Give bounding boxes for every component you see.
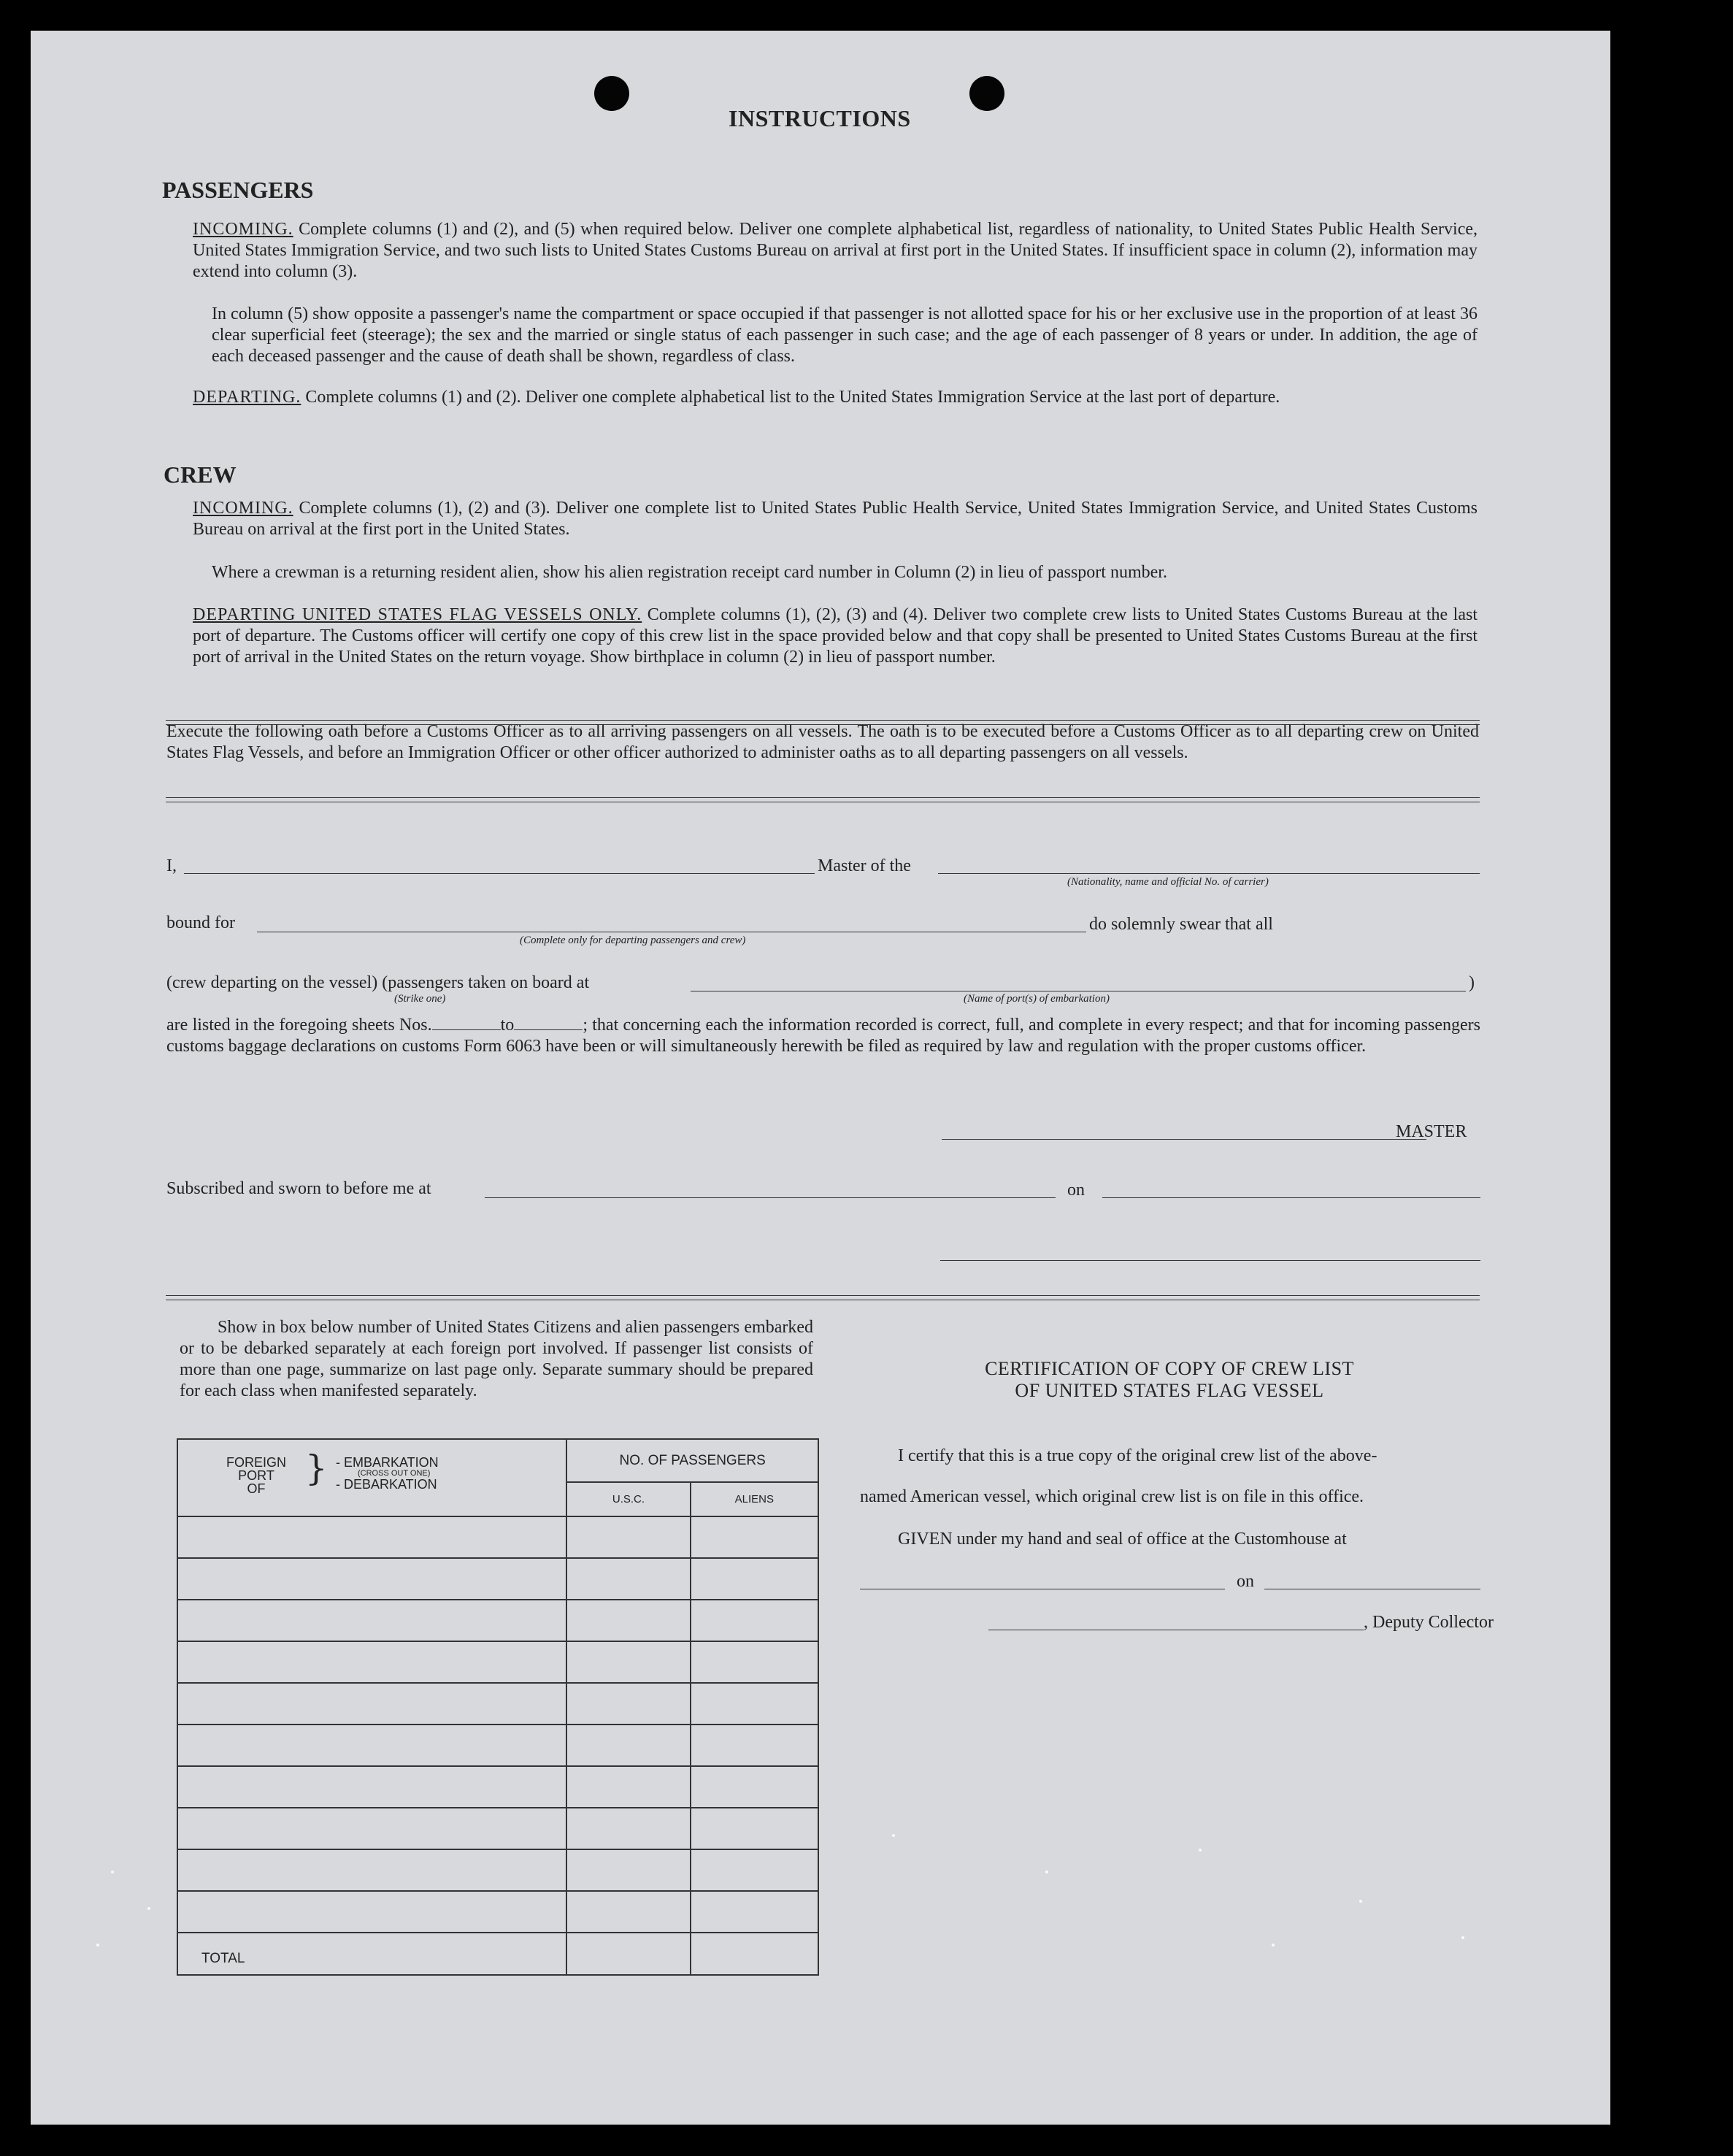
crew-incoming-paragraph [193,498,1478,540]
aliens-cell[interactable] [691,1808,818,1849]
close-paren: ) [1469,973,1475,992]
of-label: OF [247,1481,266,1496]
carrier-line[interactable] [938,873,1480,874]
usc-cell[interactable] [566,1766,690,1808]
master-label: MASTER [1396,1122,1467,1141]
paper-speck [147,1907,150,1910]
no-of-passengers-header: NO. OF PASSENGERS [566,1439,818,1482]
port-cell[interactable] [177,1558,566,1600]
port-cell[interactable] [177,1725,566,1766]
certification-on-label: on [1237,1572,1254,1591]
crew-passengers-label: (crew departing on the vessel) (passengers taken on board at [166,973,590,992]
crew-departing-paragraph [193,605,1478,668]
paper-speck [1359,1900,1362,1903]
aliens-cell[interactable] [691,1641,818,1683]
aliens-cell[interactable] [691,1558,818,1600]
bound-for-label: bound for [166,913,235,932]
port-cell[interactable] [177,1516,566,1558]
total-label: TOTAL [177,1933,566,1975]
oath-intro-paragraph: Execute the following oath before a Customs Officer as to all arriving passengers on all vessels. The oath is to be executed before a Customs Officer as to all departing crew on United States Flag Vessels, and before an Immigration Officer or other officer authorized to administer oaths as to all departing passengers on all vessels. [166,722,1479,762]
foreign-port-header [177,1439,566,1516]
port-cell[interactable] [177,1600,566,1641]
port-cell[interactable] [177,1683,566,1725]
crew-incoming-label: INCOMING. [193,499,293,518]
divider-double [166,797,1480,802]
usc-cell[interactable] [566,1516,690,1558]
passengers-departing-text: Complete columns (1) and (2). Deliver one complete alphabetical list to the United States Immigration Service at the last port of departure. [305,388,1280,407]
debarkation-label: - DEBARKATION [336,1477,437,1492]
strike-one-hint: (Strike one) [394,993,446,1005]
certify-line2: named American vessel, which original crew list is on file in this office. [860,1487,1364,1506]
usc-cell[interactable] [566,1891,690,1933]
aliens-cell[interactable] [691,1516,818,1558]
aliens-cell[interactable] [691,1891,818,1933]
passenger-summary-table [177,1438,819,1976]
usc-cell[interactable] [566,1600,690,1641]
instructions-title: INSTRUCTIONS [729,105,911,131]
usc-cell[interactable] [566,1725,690,1766]
port-label: PORT [238,1468,274,1483]
master-name-line[interactable] [184,873,815,874]
crew-departing-text: Complete columns (1), (2), (3) and (4). Deliver two complete crew lists to United States Customs Bureau at the last port of departure. The Customs officer will certify one copy of this crew list in the space provided below and that copy shall be presented to United States Customs Bureau at the first port of arrival in the United States on the return voyage. Show birthplace in column (2) in lieu of passport number. [193,605,1478,667]
crew-incoming-text: Complete columns (1), (2) and (3). Deliver one complete list to United States Public Health Service, United States Immigration Service, and United States Customs Bureau on arrival at the first port in the United States. [193,499,1478,539]
certification-title-line2: OF UNITED STATES FLAG VESSEL [1015,1380,1324,1401]
passengers-departing-label: DEPARTING. [193,388,301,407]
port-cell[interactable] [177,1808,566,1849]
divider-double [166,1295,1480,1300]
departing-hint: (Complete only for departing passengers and crew) [520,935,746,946]
usc-cell[interactable] [566,1558,690,1600]
subscribed-on-label: on [1067,1181,1085,1200]
aliens-total-cell[interactable] [691,1933,818,1975]
port-cell[interactable] [177,1641,566,1683]
nationality-hint: (Nationality, name and official No. of carrier) [1067,876,1269,888]
crew-resident-paragraph: Where a crewman is a returning resident alien, show his alien registration receipt card number in Column (2) in lieu of passport number. [212,563,1167,582]
master-signature-line[interactable] [942,1139,1426,1140]
paper-speck [96,1944,99,1946]
aliens-cell[interactable] [691,1849,818,1891]
passengers-departing-paragraph [193,387,1478,408]
passengers-heading: PASSENGERS [162,177,314,203]
port-cell[interactable] [177,1766,566,1808]
certification-title-line1: CERTIFICATION OF COPY OF CREW LIST [985,1358,1354,1379]
oath-i-label: I, [166,856,177,875]
usc-cell[interactable] [566,1808,690,1849]
paper-speck [1461,1936,1464,1939]
paper-speck [1272,1944,1275,1946]
sheet-from-field[interactable] [432,1029,501,1030]
crew-departing-label: DEPARTING UNITED STATES FLAG VESSELS ONLY. [193,605,642,624]
passengers-incoming-label: INCOMING. [193,220,293,239]
to-label: to [500,1016,515,1035]
subscribed-date-line[interactable] [1102,1197,1480,1198]
cross-out-label: (CROSS OUT ONE) [358,1469,431,1478]
paper-speck [892,1834,895,1837]
passengers-incoming-text: Complete columns (1) and (2), and (5) when required below. Deliver one complete alphabetical list, regardless of nationality, to United States Public Health Service, United States Immigration Service, and two such lists to United States Customs Bureau on arrival at first port in the United States. If insufficient space in column (2), information may extend into column (3). [193,220,1478,281]
paper-speck [111,1871,114,1873]
port-cell[interactable] [177,1891,566,1933]
foreign-label: FOREIGN [226,1455,286,1470]
deputy-collector-label: , Deputy Collector [1364,1613,1494,1632]
brace-icon: } [305,1448,328,1489]
punch-hole-left [594,76,629,111]
usc-cell[interactable] [566,1849,690,1891]
aliens-cell[interactable] [691,1766,818,1808]
ports-hint: (Name of port(s) of embarkation) [964,993,1110,1005]
crew-heading: CREW [164,461,237,488]
usc-total-cell[interactable] [566,1933,690,1975]
passengers-incoming-paragraph [193,219,1478,283]
aliens-header: ALIENS [691,1482,818,1516]
paper-speck [1045,1871,1048,1873]
officer-signature-line[interactable] [940,1260,1480,1261]
subscribed-label: Subscribed and sworn to before me at [166,1179,431,1198]
aliens-cell[interactable] [691,1683,818,1725]
aliens-cell[interactable] [691,1600,818,1641]
port-cell[interactable] [177,1849,566,1891]
passengers-column5-paragraph: In column (5) show opposite a passenger's name the compartment or space occupied if that passenger is not allotted space for his or her exclusive use in the proportion of at least 36 clear superficial feet (steerage); the sex and the married or single status of each passenger in such case; and the age of each passenger of 8 years or under. In addition, the age of each deceased passenger and the cause of death shall be shown, regardless of class. [212,304,1478,366]
usc-cell[interactable] [566,1641,690,1683]
usc-cell[interactable] [566,1683,690,1725]
summary-instructions: Show in box below number of United States Citizens and alien passengers embarked or to be debarked separately at each foreign port involved. If passenger list consists of more than one page, summarize on last page only. Separate summary should be prepared for each class when manifested separately. [180,1318,813,1400]
listed-prefix: are listed in the foregoing sheets Nos. [166,1016,432,1035]
paper-speck [1199,1849,1202,1852]
punch-hole-right [969,76,1004,111]
master-of-label: Master of the [818,856,911,875]
given-text: GIVEN under my hand and seal of office at the Customhouse at [898,1530,1347,1549]
swear-label: do solemnly swear that all [1089,915,1273,934]
document-page [31,31,1610,2125]
subscribed-place-line[interactable] [485,1197,1056,1198]
listed-paragraph [166,1015,1480,1057]
certification-title [863,1358,1476,1402]
embarkation-label: - EMBARKATION [336,1455,439,1470]
aliens-cell[interactable] [691,1725,818,1766]
usc-header: U.S.C. [566,1482,690,1516]
certify-line1: I certify that this is a true copy of the original crew list of the above- [898,1446,1377,1465]
listed-text: ; that concerning each the information recorded is correct, full, and complete in every respect; and that for incoming passengers customs baggage declarations on customs Form 6063 have been or will simultaneously herewith be filed as required by law and regulation with the proper customs officer. [166,1016,1480,1056]
sheet-to-field[interactable] [514,1029,583,1030]
